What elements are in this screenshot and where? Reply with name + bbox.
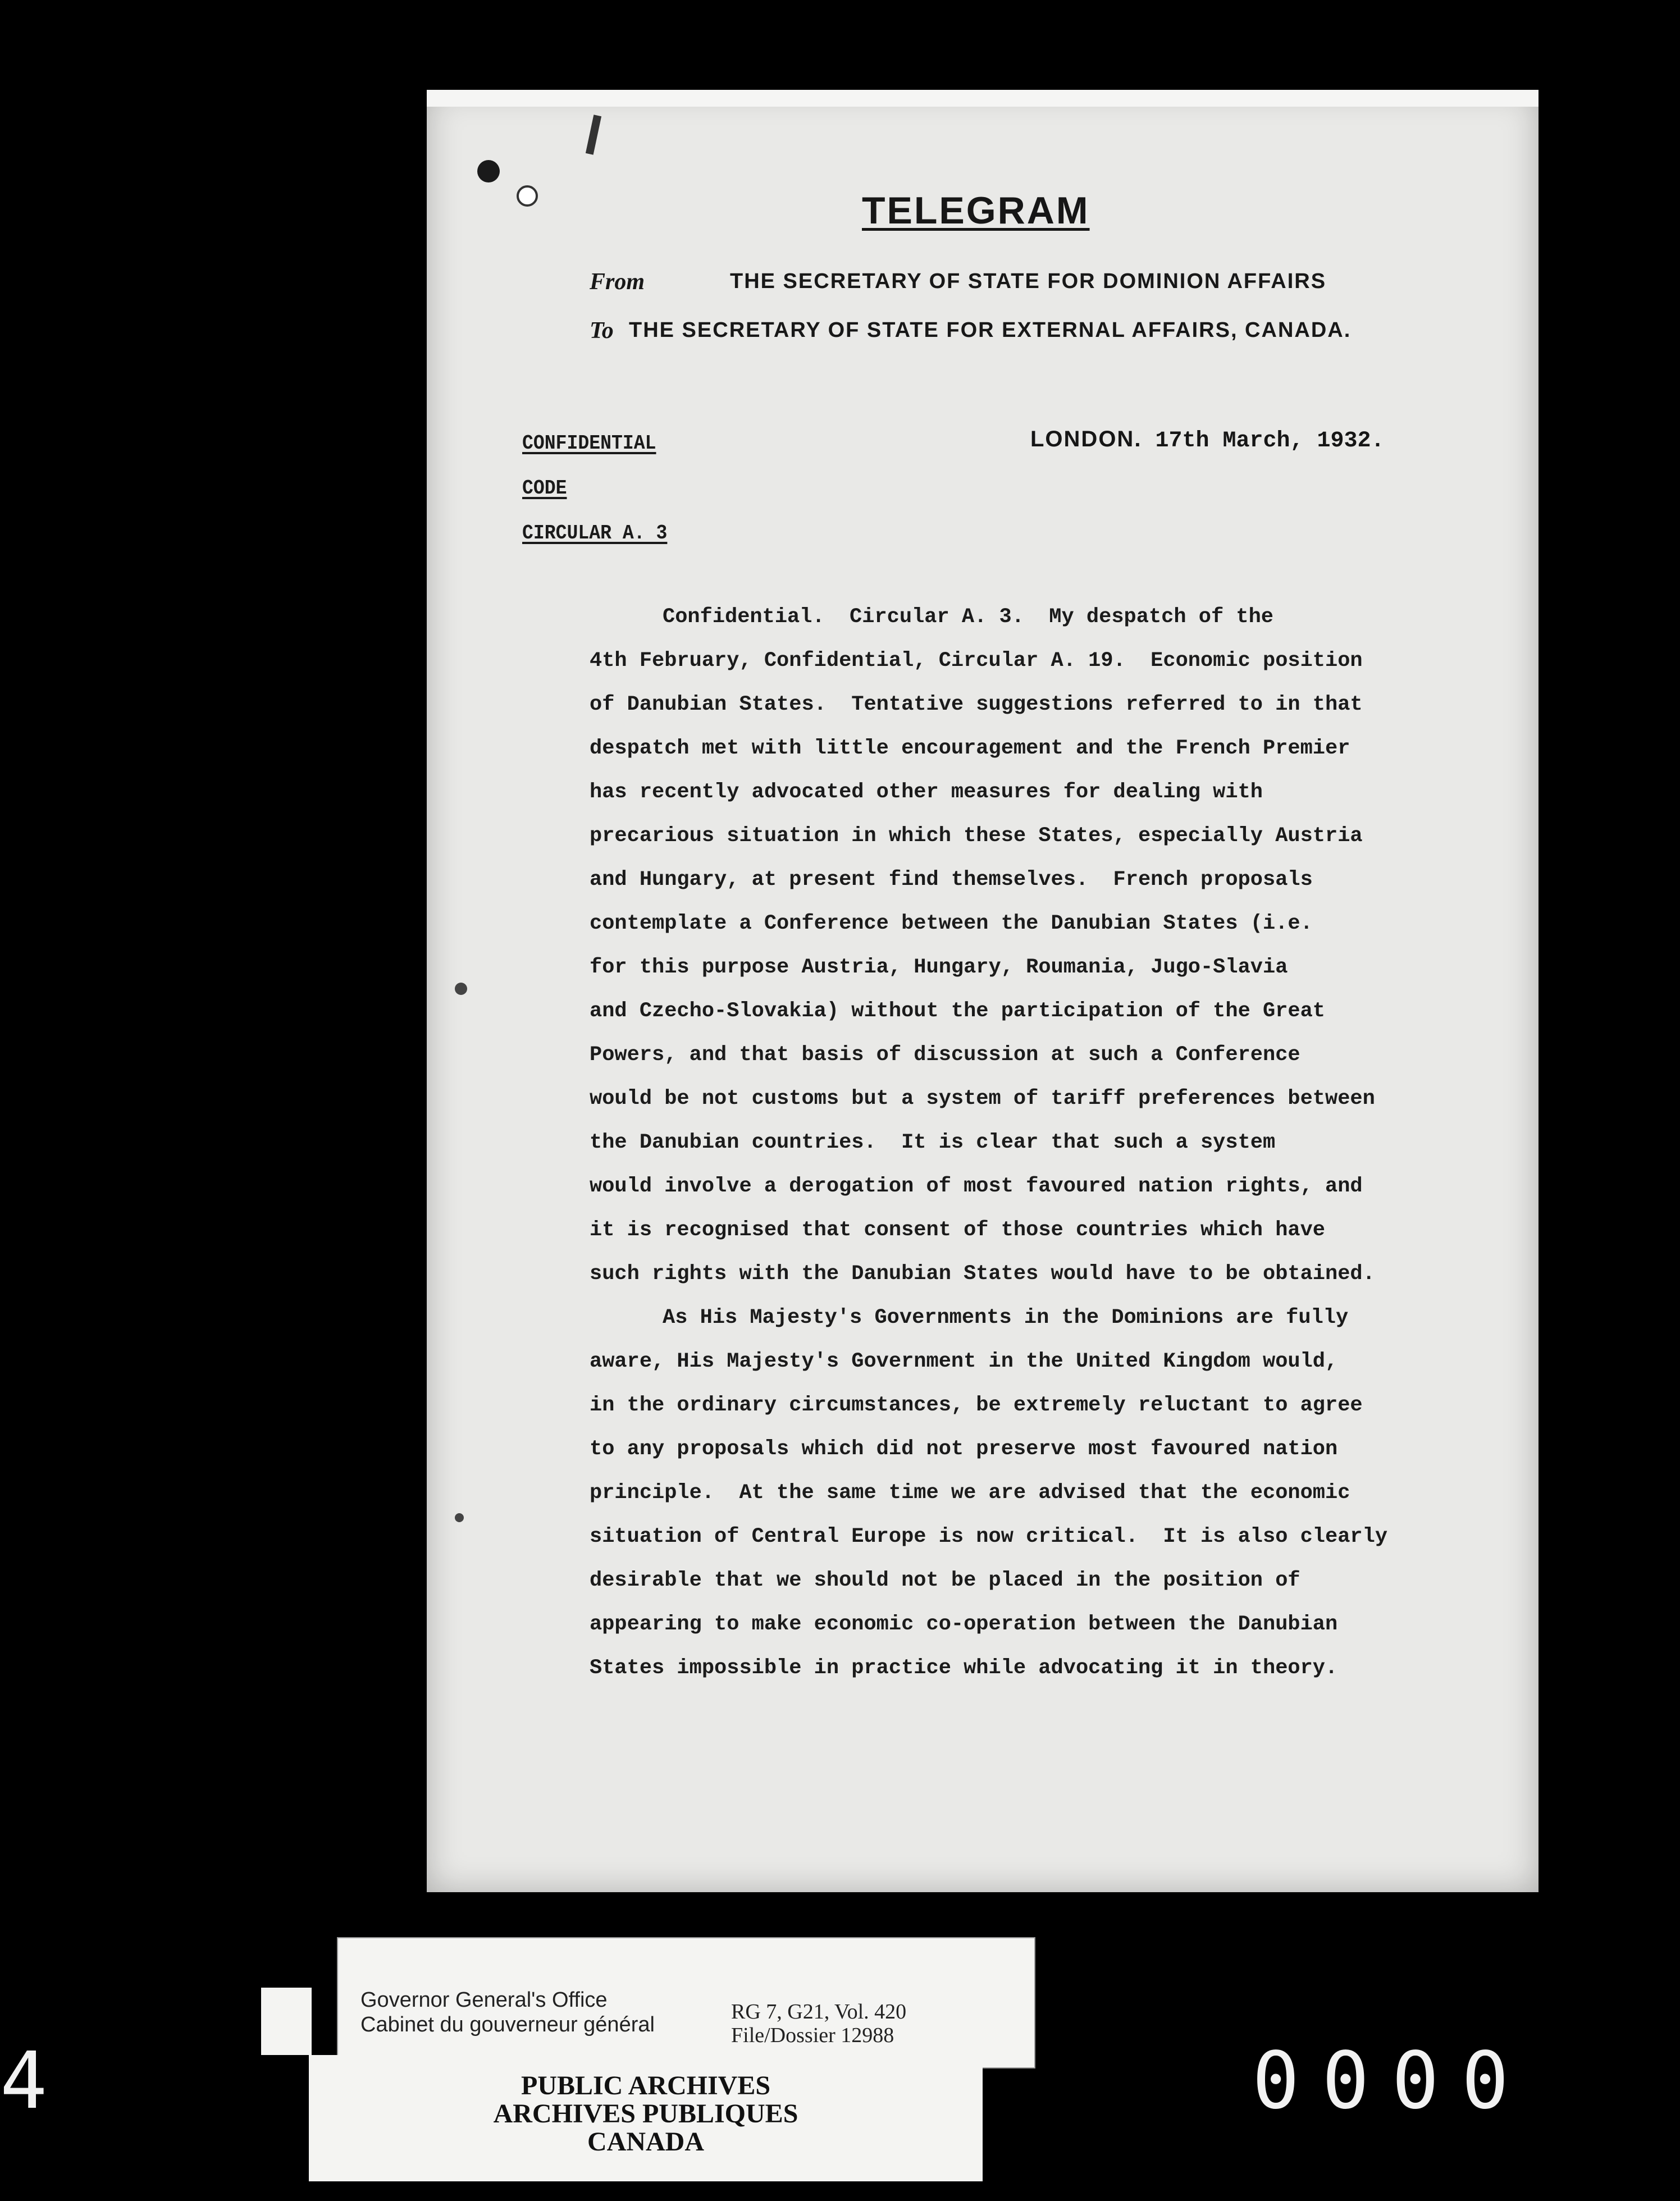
body-line: has recently advocated other measures for dealing with	[590, 780, 1263, 804]
office-name-fr: Cabinet du gouverneur général	[360, 2013, 655, 2036]
body-line: contemplate a Conference between the Danubian States (i.e.	[590, 912, 1313, 935]
body-line: As His Majesty's Governments in the Dominions are fully	[663, 1306, 1349, 1330]
archives-country: CANADA	[587, 2127, 704, 2157]
archive-label-lower	[309, 2055, 983, 2181]
to-label: To	[590, 318, 614, 344]
body-line: and Hungary, at present find themselves. French proposals	[590, 868, 1313, 892]
telegram-body	[590, 595, 1533, 1690]
body-line: situation of Central Europe is now critical. It is also clearly	[590, 1525, 1388, 1549]
record-group: RG 7, G21, Vol. 420	[731, 2000, 907, 2024]
archives-name-fr: ARCHIVES PUBLIQUES	[493, 2099, 798, 2129]
body-line: States impossible in practice while advocating it in theory.	[590, 1656, 1338, 1680]
file-number: File/Dossier 12988	[731, 2024, 894, 2047]
film-edge-marker: 4	[0, 2035, 48, 2127]
staple-mark	[586, 115, 601, 154]
body-line: and Czecho-Slovakia) without the participation of the Great	[590, 999, 1326, 1023]
office-name-en: Governor General's Office	[360, 1988, 608, 2012]
archive-label-upper	[337, 1937, 1035, 2068]
sender: THE SECRETARY OF STATE FOR DOMINION AFFAIRS	[730, 270, 1327, 293]
classification-marks	[522, 421, 680, 556]
body-line: Powers, and that basis of discussion at such a Conference	[590, 1043, 1300, 1067]
punch-hole	[517, 185, 538, 207]
dateline	[1030, 427, 1385, 454]
recipient: THE SECRETARY OF STATE FOR EXTERNAL AFFAIRS, CANADA.	[629, 318, 1352, 342]
body-line: would be not customs but a system of tariff preferences between	[590, 1087, 1375, 1111]
mark-confidential: CONFIDENTIAL	[522, 432, 656, 455]
body-line: 4th February, Confidential, Circular A. 19. Economic position	[590, 649, 1363, 673]
punch-hole	[477, 160, 500, 182]
dateline-date: 17th March, 1932.	[1155, 428, 1385, 454]
body-line: for this purpose Austria, Hungary, Roumania, Jugo-Slavia	[590, 956, 1288, 979]
body-line: Confidential. Circular A. 3. My despatch of the	[663, 605, 1273, 629]
office-name	[360, 1988, 655, 2037]
body-line: to any proposals which did not preserve most favoured nation	[590, 1437, 1338, 1461]
dateline-city: LONDON.	[1030, 427, 1142, 451]
body-line: in the ordinary circumstances, be extremely reluctant to agree	[590, 1394, 1363, 1417]
ink-spot	[455, 983, 467, 995]
body-line: such rights with the Danubian States would have to be obtained.	[590, 1262, 1375, 1286]
telegram-sheet	[427, 90, 1539, 1892]
body-line: of Danubian States. Tentative suggestions referred to in that	[590, 693, 1363, 716]
body-line: would involve a derogation of most favoured nation rights, and	[590, 1175, 1363, 1198]
frame-number: 0000	[1252, 2035, 1532, 2127]
archives-name-en: PUBLIC ARCHIVES	[521, 2071, 771, 2100]
mark-code: CODE	[522, 477, 567, 500]
body-line: principle. At the same time we are advised that the economic	[590, 1481, 1350, 1505]
sheet-top-edge	[427, 90, 1539, 107]
page-title: TELEGRAM	[862, 189, 1090, 232]
body-line: precarious situation in which these States, especially Austria	[590, 824, 1363, 848]
from-label: From	[590, 269, 645, 295]
mark-circular: CIRCULAR A. 3	[522, 522, 668, 545]
archive-reference	[731, 2000, 906, 2047]
body-line: despatch met with little encouragement and the French Premier	[590, 737, 1350, 760]
body-line: desirable that we should not be placed in the position of	[590, 1569, 1300, 1592]
ink-spot	[455, 1513, 464, 1522]
label-tab	[261, 1988, 312, 2055]
body-line: it is recognised that consent of those countries which have	[590, 1218, 1326, 1242]
archives-stamp	[309, 2072, 983, 2156]
body-line: appearing to make economic co-operation between the Danubian	[590, 1613, 1338, 1636]
body-line: the Danubian countries. It is clear that such a system	[590, 1131, 1276, 1154]
body-line: aware, His Majesty's Government in the United Kingdom would,	[590, 1350, 1338, 1373]
